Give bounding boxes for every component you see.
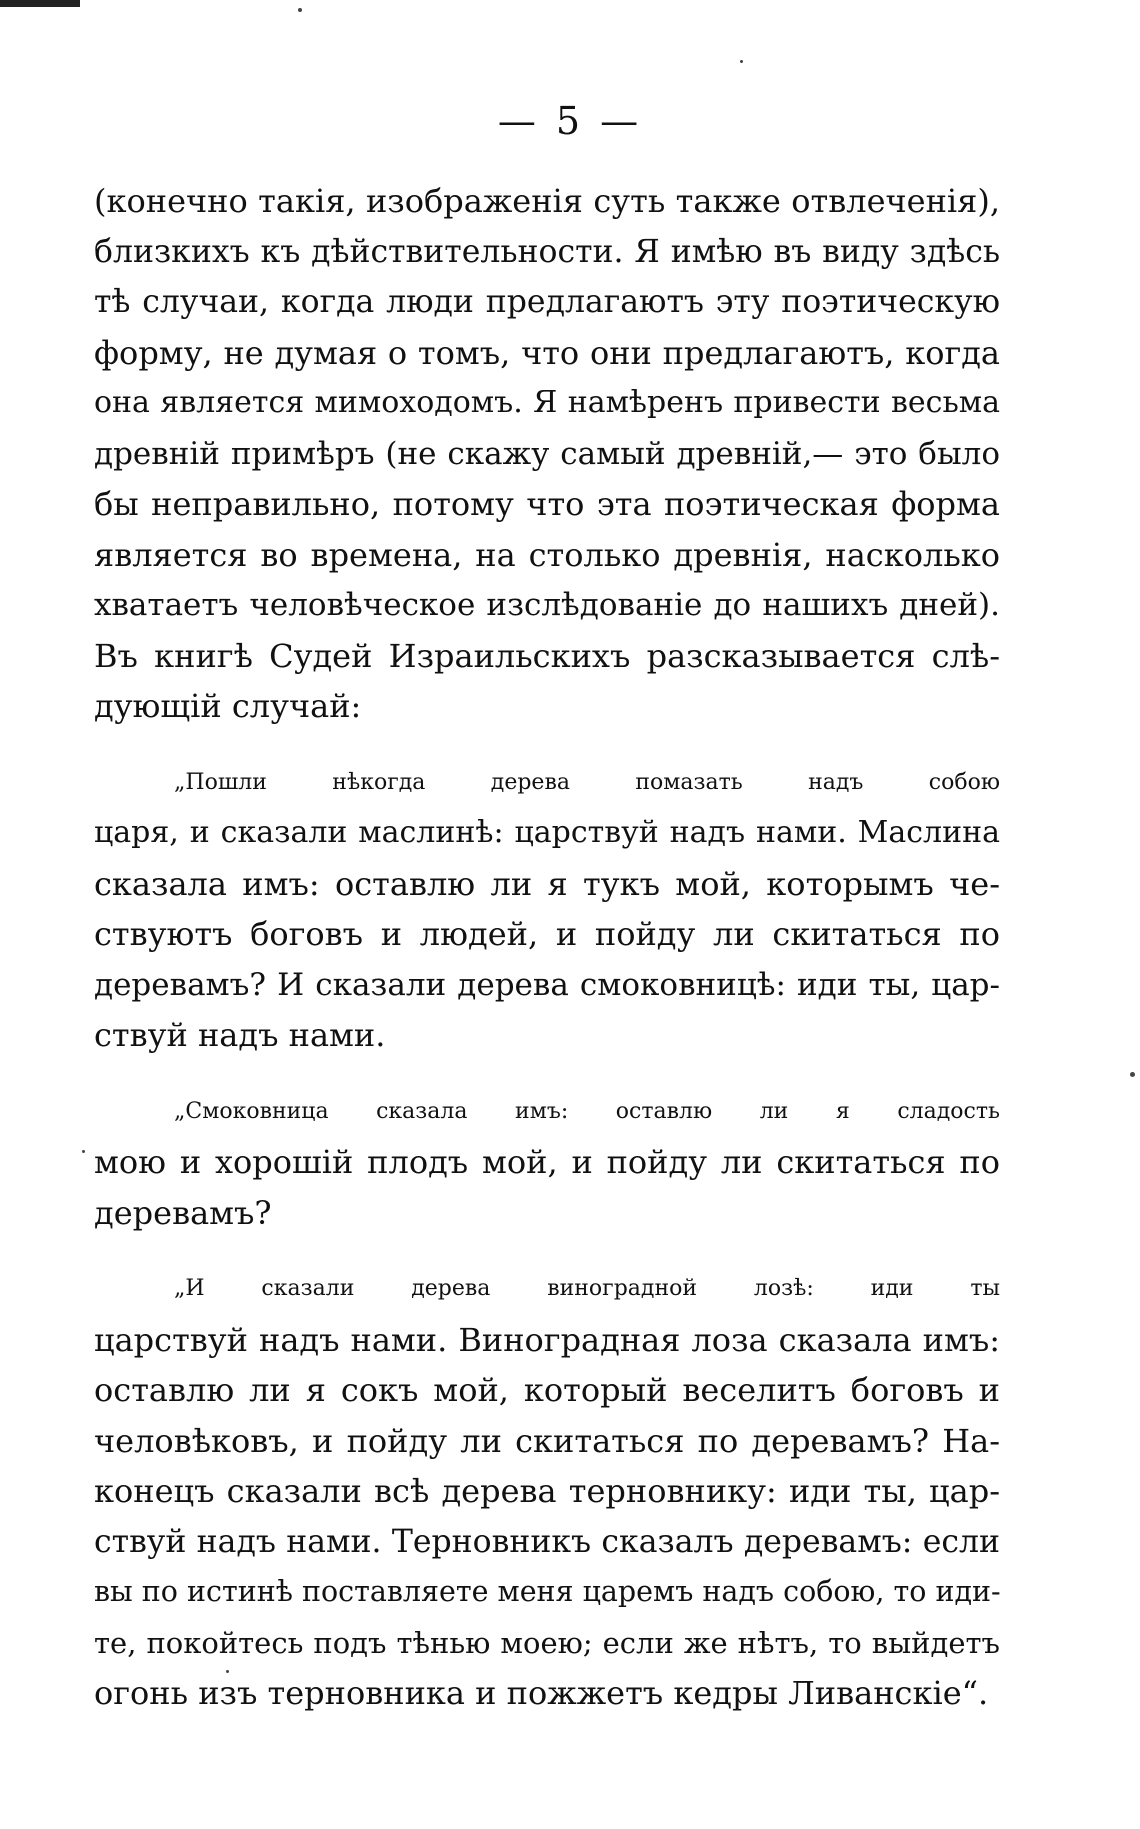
print-speck [226, 1670, 229, 1673]
body-text [94, 176, 1000, 1719]
text-line: оставлю ли я сокъ мой, который веселитъ боговъ и [94, 1371, 1000, 1409]
paragraph-gap [94, 732, 1000, 758]
page-number: — 5 — [497, 99, 643, 143]
text-line: конецъ сказали всѣ дерева терновнику: иди ты, цар- [94, 1472, 1000, 1510]
text-line: деревамъ? И сказали дерева смоковницѣ: иди ты, цар- [94, 966, 1000, 1003]
text-line: ствуй надъ нами. Терновникъ сказалъ деревамъ: если [94, 1523, 1000, 1560]
text-line: те, покойтесь подъ тѣнью моею; если же нѣтъ, то выйдетъ [94, 1625, 1000, 1660]
text-line: хватаетъ человѣческое изслѣдованіе до нашихъ дней). [94, 587, 1000, 623]
text-line: огонь изъ терновника и пожжетъ кедры Ливанскіе“. [94, 1674, 989, 1712]
text-line: является во времена, на столько древнія, насколько [94, 535, 1000, 574]
print-speck [740, 60, 743, 63]
text-line: царя, и сказали маслинѣ: царствуй надъ нами. Маслина [94, 815, 1000, 850]
text-line: древній примѣръ (не скажу самый древній,— это было [94, 435, 1000, 472]
text-line: мою и хорошій плодъ мой, и пойду ли скитаться по [94, 1143, 1000, 1181]
text-line: вы по истинѣ поставляете меня царемъ надъ собою, то иди- [94, 1575, 1001, 1608]
text-line: она является мимоходомъ. Я намѣренъ привести весьма [94, 385, 1000, 420]
text-line: человѣковъ, и пойду ли скитаться по деревамъ? На- [94, 1421, 1000, 1460]
text-line: тѣ случаи, когда люди предлагаютъ эту поэтическую [94, 284, 1000, 320]
text-line: Въ книгѣ Судей Израильскихъ разсказывается слѣ- [94, 636, 1000, 675]
text-line: царствуй надъ нами. Виноградная лоза сказала имъ: [94, 1320, 1000, 1359]
paragraph [94, 176, 1000, 732]
paragraph-gap [94, 1238, 1000, 1264]
print-speck [298, 8, 302, 12]
text-line: ствуютъ боговъ и людей, и пойду ли скитаться по [94, 915, 1000, 953]
text-line: дующій случай: [94, 687, 362, 725]
paragraph [94, 1087, 1000, 1239]
paragraph [94, 1264, 1000, 1719]
print-speck [1130, 1072, 1135, 1077]
text-line: сказала имъ: оставлю ли я тукъ мой, которымъ че- [94, 864, 1000, 903]
text-line: близкихъ къ дѣйствительности. Я имѣю въ виду здѣсь [94, 233, 1000, 270]
paragraph [94, 758, 1000, 1061]
text-line: бы неправильно, потому что эта поэтическая форма [94, 485, 1000, 523]
text-line: ствуй надъ нами. [94, 1016, 386, 1054]
text-line: (конечно такія, изображенія суть также отвлеченія), [94, 182, 1000, 220]
top-edge-rule [0, 0, 80, 7]
text-line: деревамъ? [94, 1193, 272, 1232]
text-line: „И сказали дерева виноградной лозѣ: иди ты [174, 1276, 1000, 1301]
text-line: „Пошли нѣкогда дерева помазать надъ собою [174, 769, 1000, 795]
text-line: форму, не думая о томъ, что они предлагаютъ, когда [94, 333, 1000, 372]
print-speck [82, 1150, 85, 1153]
text-line: „Смоковница сказала имъ: оставлю ли я сладость [174, 1098, 1000, 1124]
paragraph-gap [94, 1061, 1000, 1087]
